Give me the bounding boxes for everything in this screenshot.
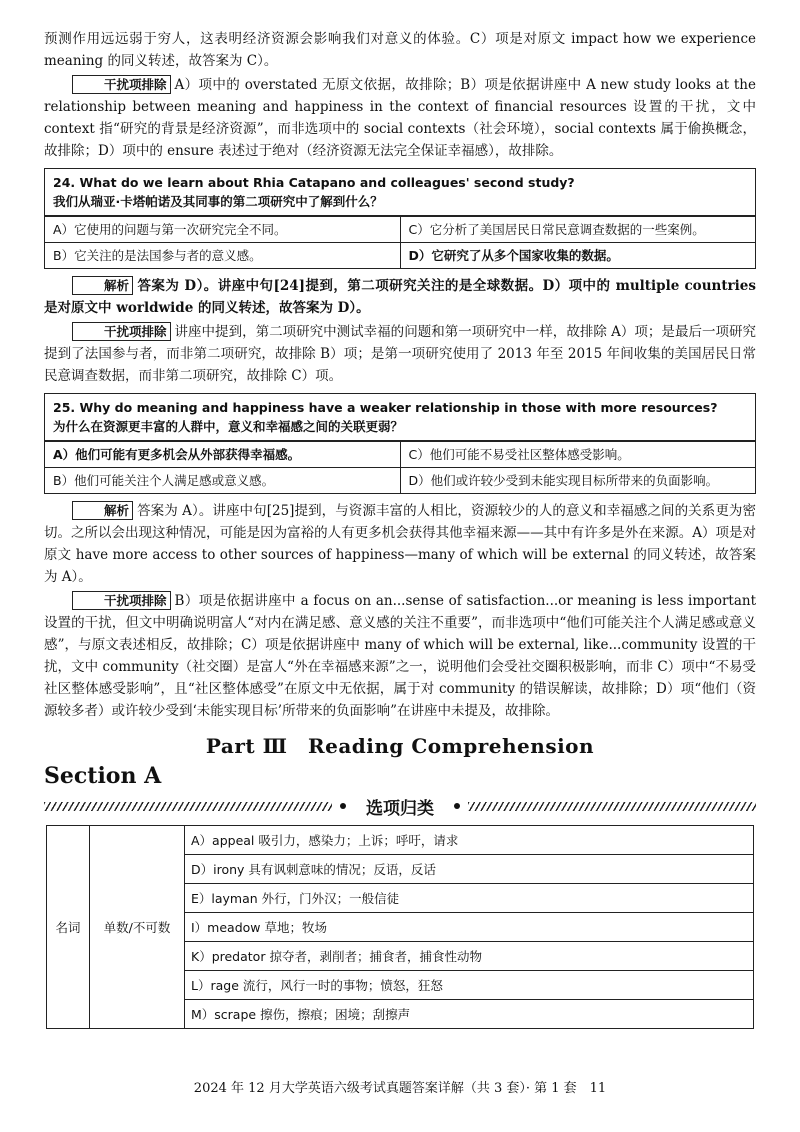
q25-analysis-text: 答案为 A）。讲座中句[25]提到，与资源丰富的人相比，资源较少的人的意义和幸福感之间的关系更为密切。之所以会出现这种情况，可能是因为富裕的人有更多机会获得其他幸福来源——其中有许多是外在来源。A）项是对原文 have more access to other sources of happiness—many of which will be external 的同义转述，故答案为 A）。 <box>44 503 756 585</box>
hatch-decoration-right <box>468 802 756 811</box>
analysis-tag: 解析 <box>72 276 133 295</box>
analysis-tag: 解析 <box>72 501 133 520</box>
q24-distractor-text: 讲座中提到，第二项研究中测试幸福的问题和第一项研究中一样，故排除 A）项；是最后一项研究提到了法国参与者，而非第二项研究，故排除 B）项；是第一项研究使用了 2013 年至 2015 年间收集的美国居民日常民意调查数据，而非第二项研究，故排除 C）项。 <box>44 324 756 384</box>
page-content <box>44 28 756 1029</box>
question-24-chinese: 我们从瑞亚·卡塔帕诺及其同事的第二项研究中了解到什么？ <box>53 194 383 209</box>
bullet-dot-icon <box>454 803 460 809</box>
vocab-item: D）irony 具有讽刺意味的情况；反语，反话 <box>185 855 754 884</box>
vocab-subcategory: 单数/不可数 <box>90 826 185 1029</box>
question-25-option-b: B）他们可能关注个人满足感或意义感。 <box>53 473 275 488</box>
page-footer: 2024 年 12 月大学英语六级考试真题答案详解（共 3 套）· 第 1 套 11 <box>193 1081 607 1096</box>
vocab-item: E）layman 外行，门外汉；一般信徒 <box>185 884 754 913</box>
question-24-english: 24. What do we learn about Rhia Catapano and colleagues' second study? <box>53 175 575 190</box>
distractor-tag: 干扰项排除 <box>72 322 171 341</box>
question-24-row-2 <box>45 242 755 268</box>
question-25-chinese: 为什么在资源更丰富的人群中，意义和幸福感之间的关联更弱？ <box>53 419 404 434</box>
part-title: Part Ⅲ Reading Comprehension <box>205 734 595 758</box>
question-25-english: 25. Why do meaning and happiness have a weaker relationship in those with more resources? <box>53 400 718 415</box>
vocab-item: A）appeal 吸引力，感染力；上诉；呼吁，请求 <box>185 826 754 855</box>
q24-analysis-text: 答案为 D）。讲座中句[24]提到，第二项研究关注的是全球数据。D）项中的 multiple countries 是对原文中 worldwide 的同义转述，故答案为 D）。 <box>44 278 756 316</box>
question-24-row-1 <box>45 216 755 242</box>
question-24-header <box>45 169 755 216</box>
question-24-option-a: A）它使用的问题与第一次研究完全不同。 <box>53 222 287 237</box>
section-banner <box>44 793 756 819</box>
vocab-category: 名词 <box>47 826 90 1029</box>
question-25-row-2 <box>45 467 755 493</box>
q24-analysis-paragraph <box>44 275 756 319</box>
q23-distractor-paragraph <box>44 74 756 162</box>
vocab-item: K）predator 掠夺者，剥削者；捕食者，捕食性动物 <box>185 942 754 971</box>
distractor-tag: 干扰项排除 <box>72 591 171 610</box>
question-24-option-b: B）它关注的是法国参与者的意义感。 <box>53 248 262 263</box>
section-title: Section A <box>44 763 162 789</box>
question-24-box <box>44 168 756 269</box>
intro-paragraph: 预测作用远远弱于穷人，这表明经济资源会影响我们对意义的体验。C）项是对原文 impact how we experience meaning 的同义转述，故答案为 C）。 <box>44 31 756 69</box>
q24-distractor-paragraph <box>44 321 756 387</box>
question-25-option-c: C）他们可能不易受社区整体感受影响。 <box>400 442 756 467</box>
question-25-row-1 <box>45 441 755 467</box>
vocab-row <box>47 826 754 855</box>
q23-distractor-text: A）项中的 overstated 无原文依据，故排除；B）项是依据讲座中 A new study looks at the relationship between meaning and happiness in the context of financial resources 设置的干扰，文中 context 指“研究的背景是经济资源”，而非选项中的 social contexts（社会环境），social contexts 属于偷换概念，故排除；D）项中的 ensure 表述过于绝对（经济资源无法完全保证幸福感），故排除。 <box>44 77 756 159</box>
q25-analysis-paragraph <box>44 500 756 588</box>
distractor-tag: 干扰项排除 <box>72 75 171 94</box>
question-25-option-a: A）他们可能有更多机会从外部获得幸福感。 <box>53 447 301 462</box>
question-24-option-d: D）它研究了从多个国家收集的数据。 <box>400 243 756 268</box>
question-24-option-c: C）它分析了美国居民日常民意调查数据的一些案例。 <box>400 217 756 242</box>
vocab-table <box>46 825 754 1029</box>
question-25-header <box>45 394 755 441</box>
vocab-item: L）rage 流行，风行一时的事物；愤怒，狂怒 <box>185 971 754 1000</box>
vocab-item: M）scrape 擦伤，擦痕；困境；刮擦声 <box>185 1000 754 1029</box>
banner-title: 选项归类 <box>366 798 434 819</box>
bullet-dot-icon <box>340 803 346 809</box>
question-25-option-d: D）他们或许较少受到未能实现目标所带来的负面影响。 <box>400 468 756 493</box>
q25-distractor-text: B）项是依据讲座中 a focus on an...sense of satisfaction...or meaning is less important 设置的干扰，但文中明确说明富人“对内在满足感、意义感的关注不重要”，而非选项中“他们可能关注个人满足感或意义感”，与原文表述相反，故排除；C）项是依据讲座中 many of which will be external, like...community 设置的干扰，文中 community（社交圈）是富人“外在幸福感来源”之一，说明他们会受社交圈积极影响，而非 C）项中“不易受社区整体感受影响”，且“社区整体感受”在原文中无依据，属于对 community 的错误解读，故排除；D）项“他们（资源较多者）或许较少受到‘未能实现目标’所带来的负面影响”在讲座中未提及，故排除。 <box>44 593 756 719</box>
vocab-item: I）meadow 草地；牧场 <box>185 913 754 942</box>
hatch-decoration-left <box>44 802 332 811</box>
q25-distractor-paragraph <box>44 590 756 722</box>
question-25-box <box>44 393 756 494</box>
